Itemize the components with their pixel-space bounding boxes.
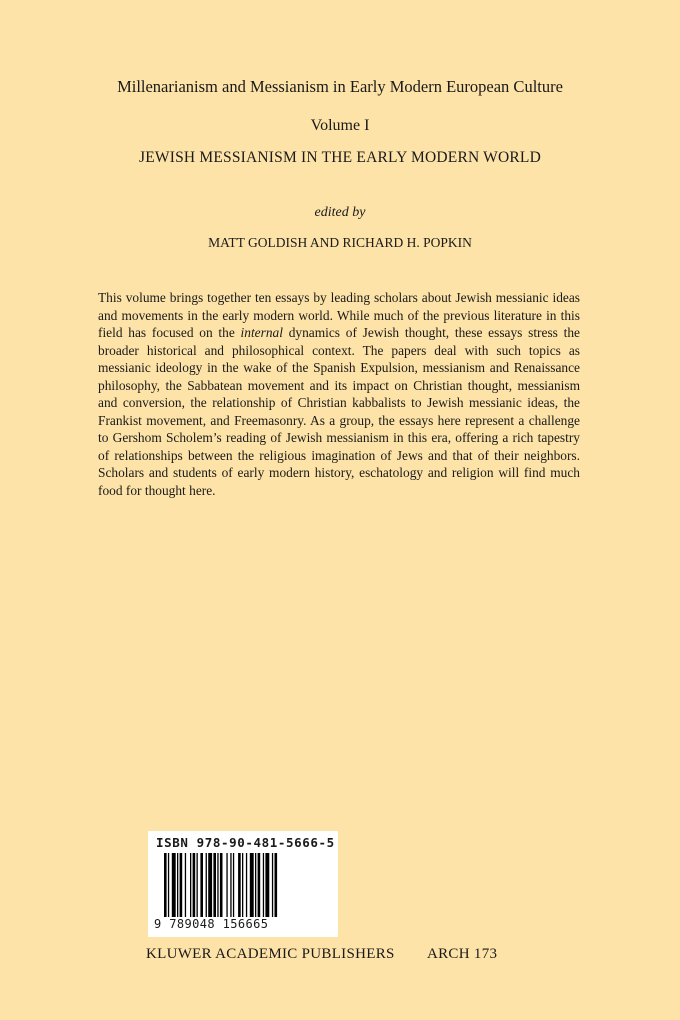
blurb-text-start: This volume brings together ten essays by leading scholars about Jewish messianic ideas and movements in the early modern world. While much of the previous literature in this field has focused on the xyxy=(98,290,580,340)
barcode-bar xyxy=(168,853,169,917)
barcode-bar xyxy=(206,853,207,917)
barcode-bar xyxy=(250,853,254,917)
barcode-bars xyxy=(164,853,322,917)
ean-digits: 9 789048 156665 xyxy=(154,917,269,931)
barcode-bar xyxy=(226,853,227,917)
volume-number: Volume I xyxy=(310,117,370,134)
barcode-bar xyxy=(213,853,216,917)
isbn-label: ISBN 978-90-481-5666-5 xyxy=(156,835,335,850)
volume-title: JEWISH MESSIANISM IN THE EARLY MODERN WORLD xyxy=(138,149,541,166)
barcode-bar xyxy=(263,853,264,917)
barcode-bar xyxy=(164,853,167,917)
barcode-bar xyxy=(275,853,278,917)
barcode-bar xyxy=(217,853,218,917)
footer xyxy=(0,946,680,966)
barcode-bar xyxy=(208,853,212,917)
barcode-bar xyxy=(185,853,186,917)
barcode-bar xyxy=(265,853,269,917)
barcode-bar xyxy=(233,853,234,917)
series-title: Millenarianism and Messianism in Early Modern European Culture xyxy=(117,77,563,96)
isbn-barcode xyxy=(148,831,338,937)
blurb-emphasis: internal xyxy=(240,325,283,340)
publisher-name: KLUWER ACADEMIC PUBLISHERS xyxy=(146,946,395,962)
barcode-bar xyxy=(258,853,261,917)
barcode-bar xyxy=(220,853,223,917)
description-blurb xyxy=(98,289,580,499)
barcode-bar xyxy=(238,853,241,917)
barcode-bar xyxy=(180,853,183,917)
barcode-bar xyxy=(242,853,243,917)
barcode-bar xyxy=(200,853,203,917)
barcode-bar xyxy=(193,853,196,917)
blurb-text-end: dynamics of Jewish thought, these essays stress the broader historical and philosophical context. The papers deal with such topics as messianic ideology in the wake of the Spanish Expulsion, messianism and Renaissance philosophy, the Sabbatean movement and its impact on Christian thought, messianism and conversion, the relationship of Christian kabbalists to Jewish messianic ideas, the Frankist movement, and Freemasonry. As a group, the essays here represent a challenge to Gershom Scholem’s reading of Jewish messianism in this era, offering a rich tapestry of relationships between the religious imagination of Jews and that of their neighbors. Scholars and students of early modern history, eschatology and religion will find much food for thought here. xyxy=(98,325,580,498)
barcode-bar xyxy=(172,853,176,917)
barcode-bar xyxy=(272,853,273,917)
editors-names: MATT GOLDISH AND RICHARD H. POPKIN xyxy=(208,235,472,250)
barcode-bar xyxy=(255,853,256,917)
barcode-bar xyxy=(246,853,247,917)
barcode-bar xyxy=(230,853,231,917)
barcode-bar xyxy=(197,853,198,917)
edited-by-label: edited by xyxy=(314,205,366,220)
series-number: ARCH 173 xyxy=(427,946,498,962)
barcode-bar xyxy=(190,853,191,917)
barcode-bar xyxy=(177,853,178,917)
